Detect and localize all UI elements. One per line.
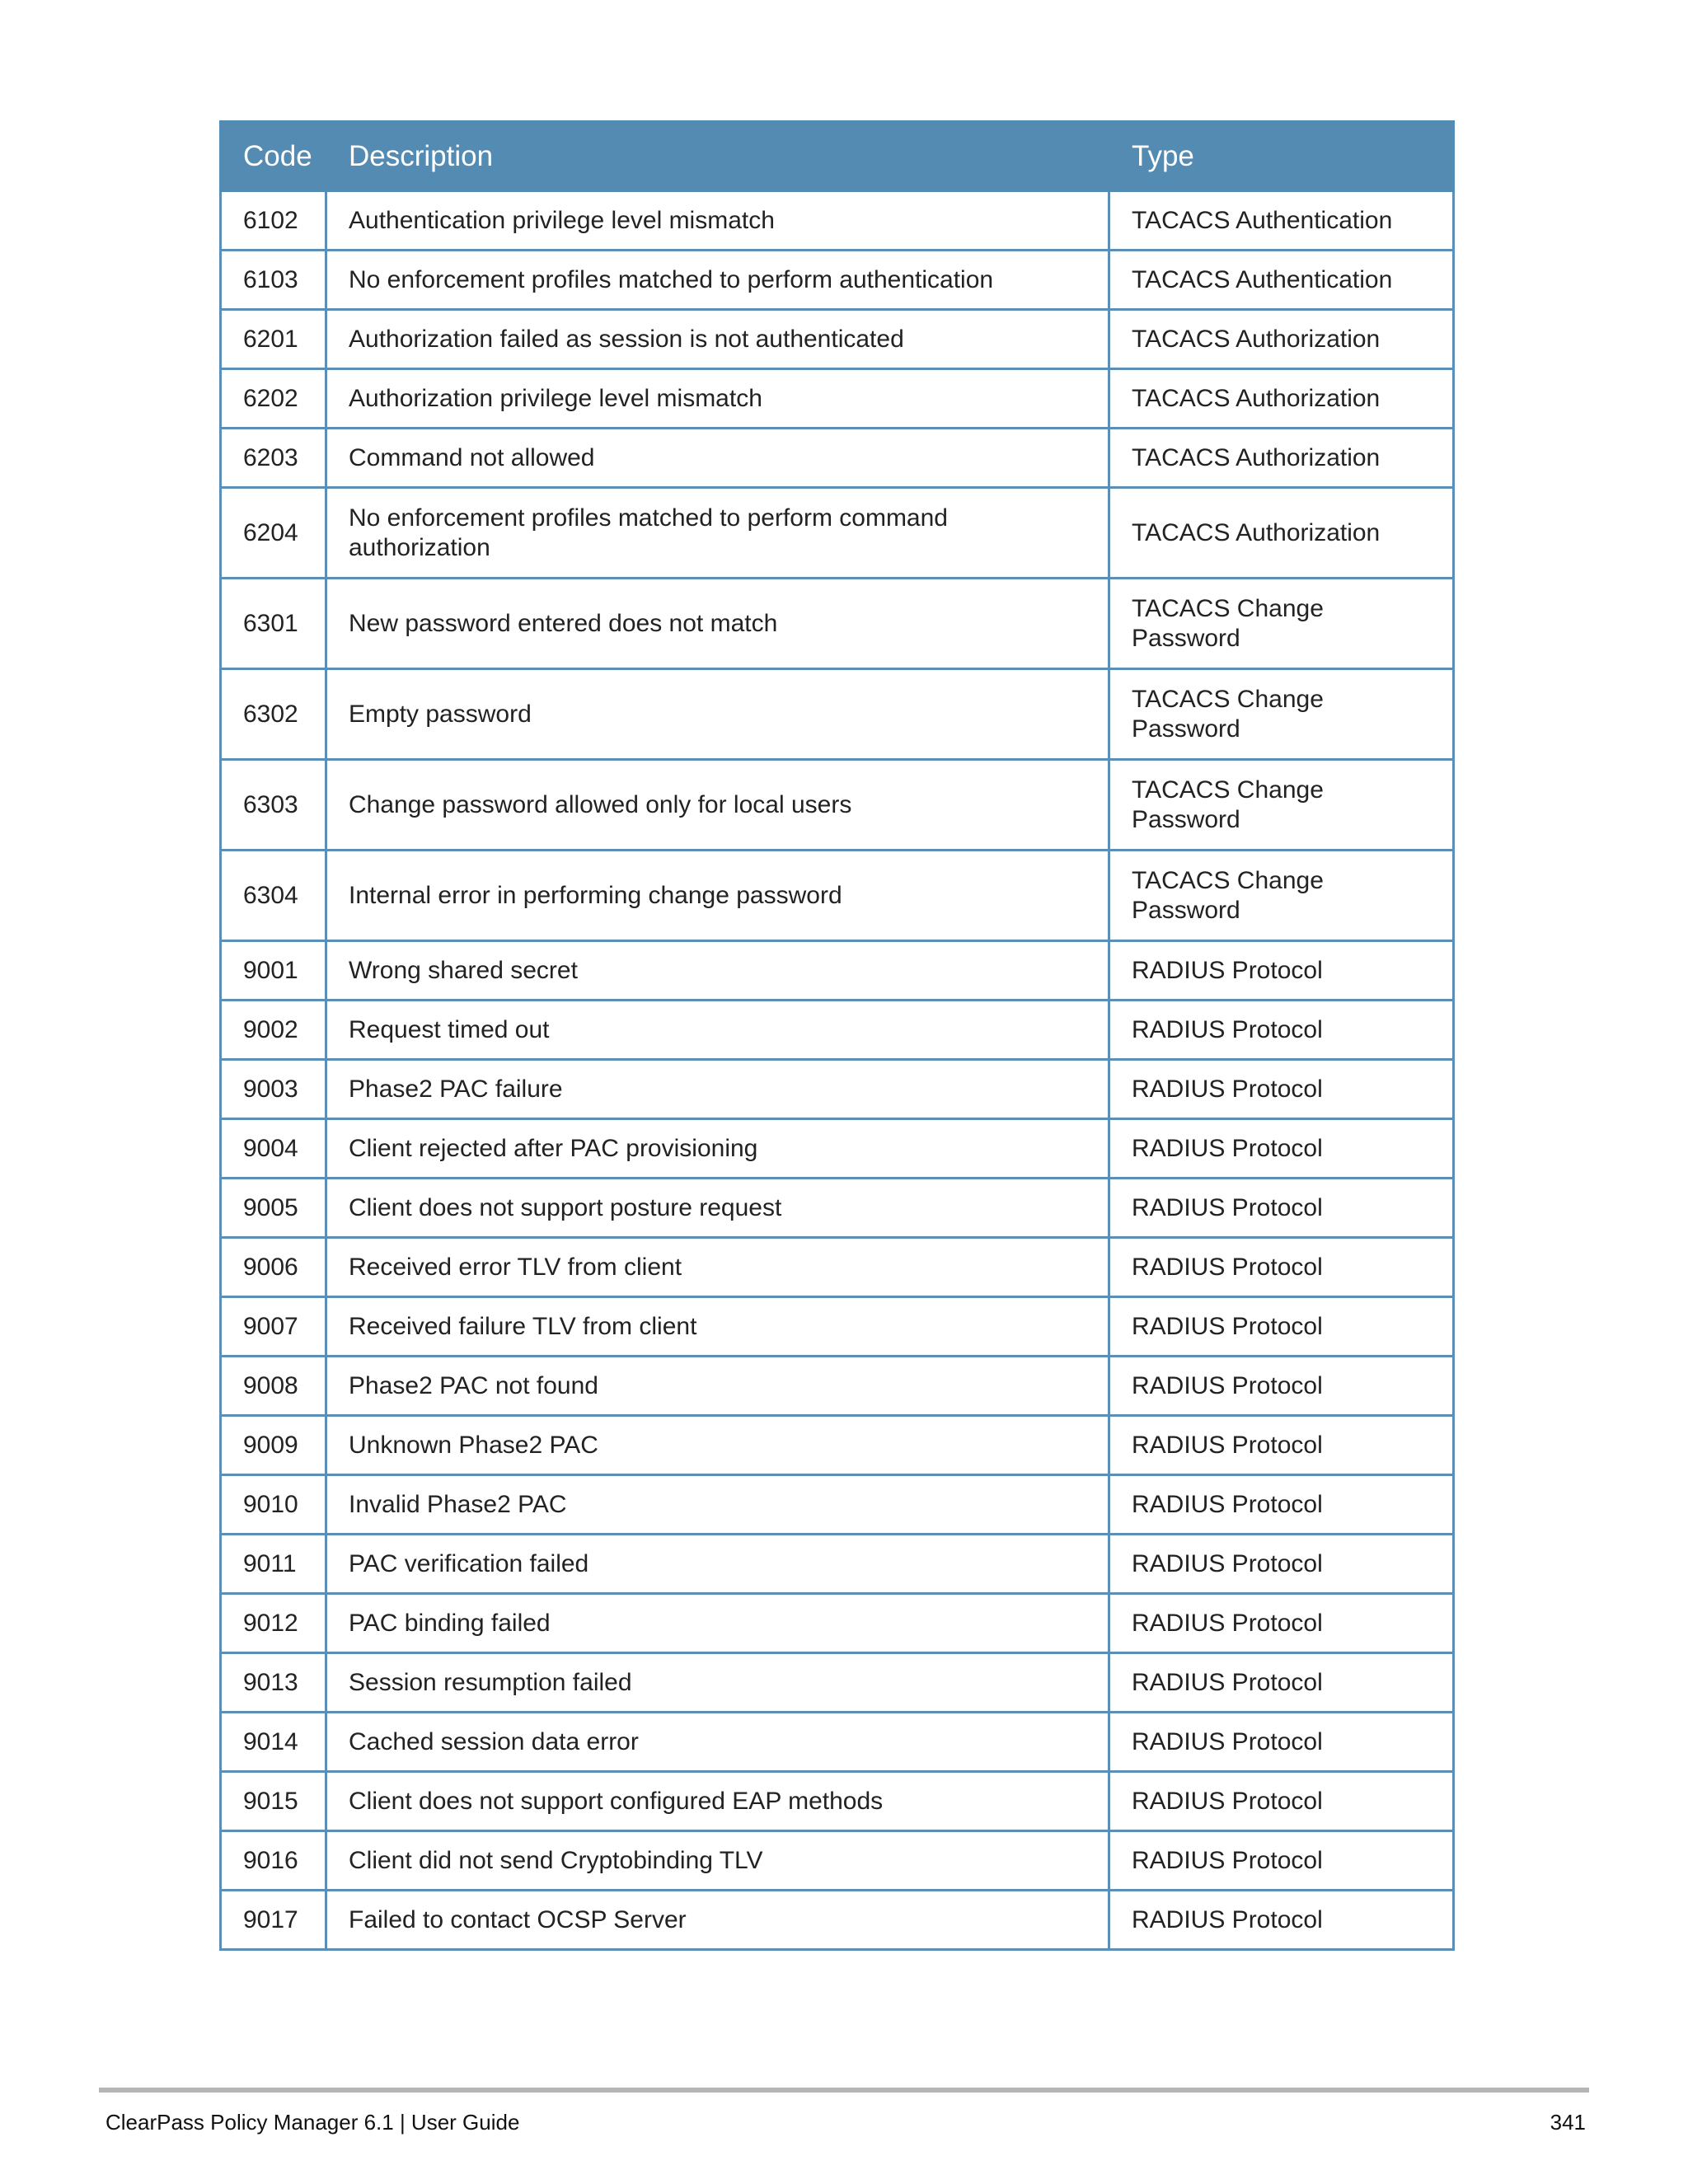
cell-code: 6103	[221, 251, 326, 310]
cell-description: Client did not send Cryptobinding TLV	[326, 1831, 1109, 1891]
cell-code: 9015	[221, 1772, 326, 1831]
cell-code: 6301	[221, 579, 326, 669]
cell-type: TACACS Change Password	[1109, 760, 1454, 851]
cell-description: Received error TLV from client	[326, 1238, 1109, 1297]
cell-description: Empty password	[326, 669, 1109, 760]
cell-description: Change password allowed only for local users	[326, 760, 1109, 851]
cell-description: Phase2 PAC not found	[326, 1357, 1109, 1416]
table-row	[221, 488, 1454, 579]
table-row	[221, 941, 1454, 1001]
cell-type: TACACS Authentication	[1109, 191, 1454, 251]
cell-code: 6203	[221, 429, 326, 488]
table-row	[221, 1297, 1454, 1357]
cell-description: Unknown Phase2 PAC	[326, 1416, 1109, 1475]
table-body	[221, 191, 1454, 1950]
cell-description: Internal error in performing change password	[326, 851, 1109, 941]
table-row	[221, 1831, 1454, 1891]
table-row	[221, 1713, 1454, 1772]
cell-type: RADIUS Protocol	[1109, 1772, 1454, 1831]
cell-description: Request timed out	[326, 1001, 1109, 1060]
cell-description: Received failure TLV from client	[326, 1297, 1109, 1357]
cell-type: RADIUS Protocol	[1109, 1179, 1454, 1238]
cell-code: 9003	[221, 1060, 326, 1119]
table-row	[221, 1416, 1454, 1475]
cell-code: 9017	[221, 1891, 326, 1950]
cell-code: 6303	[221, 760, 326, 851]
cell-code: 9014	[221, 1713, 326, 1772]
cell-type: TACACS Authorization	[1109, 429, 1454, 488]
cell-code: 9009	[221, 1416, 326, 1475]
cell-description: No enforcement profiles matched to perform authentication	[326, 251, 1109, 310]
cell-description: Client does not support posture request	[326, 1179, 1109, 1238]
table-header-row	[221, 122, 1454, 191]
cell-type: TACACS Authentication	[1109, 251, 1454, 310]
cell-description: Client rejected after PAC provisioning	[326, 1119, 1109, 1179]
cell-code: 9016	[221, 1831, 326, 1891]
table-row	[221, 1357, 1454, 1416]
error-code-table	[219, 120, 1455, 1951]
cell-code: 9002	[221, 1001, 326, 1060]
table-row	[221, 579, 1454, 669]
cell-type: RADIUS Protocol	[1109, 1891, 1454, 1950]
table-row	[221, 760, 1454, 851]
cell-type: TACACS Change Password	[1109, 579, 1454, 669]
cell-code: 6201	[221, 310, 326, 369]
table-row	[221, 191, 1454, 251]
cell-type: TACACS Authorization	[1109, 488, 1454, 579]
cell-type: RADIUS Protocol	[1109, 1060, 1454, 1119]
cell-description: No enforcement profiles matched to perform command authorization	[326, 488, 1109, 579]
table-row	[221, 1594, 1454, 1653]
footer-page-number: 341	[1550, 2110, 1586, 2135]
cell-type: RADIUS Protocol	[1109, 1119, 1454, 1179]
cell-type: RADIUS Protocol	[1109, 1653, 1454, 1713]
cell-code: 9006	[221, 1238, 326, 1297]
cell-description: Wrong shared secret	[326, 941, 1109, 1001]
table-row	[221, 1238, 1454, 1297]
cell-type: RADIUS Protocol	[1109, 1238, 1454, 1297]
column-header-code: Code	[221, 122, 326, 191]
cell-type: RADIUS Protocol	[1109, 1831, 1454, 1891]
cell-code: 9012	[221, 1594, 326, 1653]
cell-type: RADIUS Protocol	[1109, 1001, 1454, 1060]
cell-type: TACACS Authorization	[1109, 310, 1454, 369]
cell-description: Session resumption failed	[326, 1653, 1109, 1713]
cell-description: Failed to contact OCSP Server	[326, 1891, 1109, 1950]
cell-code: 9010	[221, 1475, 326, 1535]
cell-type: RADIUS Protocol	[1109, 1297, 1454, 1357]
cell-type: TACACS Change Password	[1109, 669, 1454, 760]
table-row	[221, 1001, 1454, 1060]
cell-type: RADIUS Protocol	[1109, 1535, 1454, 1594]
cell-description: Invalid Phase2 PAC	[326, 1475, 1109, 1535]
cell-description: PAC binding failed	[326, 1594, 1109, 1653]
cell-code: 9001	[221, 941, 326, 1001]
cell-type: RADIUS Protocol	[1109, 941, 1454, 1001]
cell-type: TACACS Change Password	[1109, 851, 1454, 941]
cell-type: RADIUS Protocol	[1109, 1475, 1454, 1535]
cell-code: 6302	[221, 669, 326, 760]
cell-code: 6202	[221, 369, 326, 429]
cell-description: Phase2 PAC failure	[326, 1060, 1109, 1119]
column-header-type: Type	[1109, 122, 1454, 191]
cell-description: Authorization failed as session is not authenticated	[326, 310, 1109, 369]
cell-code: 9011	[221, 1535, 326, 1594]
footer-divider	[99, 2088, 1589, 2093]
table-row	[221, 1475, 1454, 1535]
cell-type: RADIUS Protocol	[1109, 1416, 1454, 1475]
table-row	[221, 310, 1454, 369]
table-row	[221, 429, 1454, 488]
cell-type: TACACS Authorization	[1109, 369, 1454, 429]
table-row	[221, 1060, 1454, 1119]
table-row	[221, 1891, 1454, 1950]
cell-code: 9013	[221, 1653, 326, 1713]
table-row	[221, 1179, 1454, 1238]
table-row	[221, 1119, 1454, 1179]
table-row	[221, 669, 1454, 760]
cell-code: 6204	[221, 488, 326, 579]
cell-description: Client does not support configured EAP methods	[326, 1772, 1109, 1831]
table-row	[221, 851, 1454, 941]
cell-type: RADIUS Protocol	[1109, 1594, 1454, 1653]
table-row	[221, 1653, 1454, 1713]
cell-code: 6304	[221, 851, 326, 941]
cell-description: Command not allowed	[326, 429, 1109, 488]
table-row	[221, 1535, 1454, 1594]
table-row	[221, 251, 1454, 310]
cell-code: 6102	[221, 191, 326, 251]
cell-code: 9008	[221, 1357, 326, 1416]
cell-description: New password entered does not match	[326, 579, 1109, 669]
table-row	[221, 369, 1454, 429]
cell-description: Authentication privilege level mismatch	[326, 191, 1109, 251]
cell-code: 9007	[221, 1297, 326, 1357]
cell-description: PAC verification failed	[326, 1535, 1109, 1594]
cell-type: RADIUS Protocol	[1109, 1713, 1454, 1772]
footer-guide-title: ClearPass Policy Manager 6.1 | User Guide	[106, 2110, 520, 2135]
cell-code: 9004	[221, 1119, 326, 1179]
cell-type: RADIUS Protocol	[1109, 1357, 1454, 1416]
table-row	[221, 1772, 1454, 1831]
cell-description: Authorization privilege level mismatch	[326, 369, 1109, 429]
column-header-description: Description	[326, 122, 1109, 191]
cell-description: Cached session data error	[326, 1713, 1109, 1772]
cell-code: 9005	[221, 1179, 326, 1238]
